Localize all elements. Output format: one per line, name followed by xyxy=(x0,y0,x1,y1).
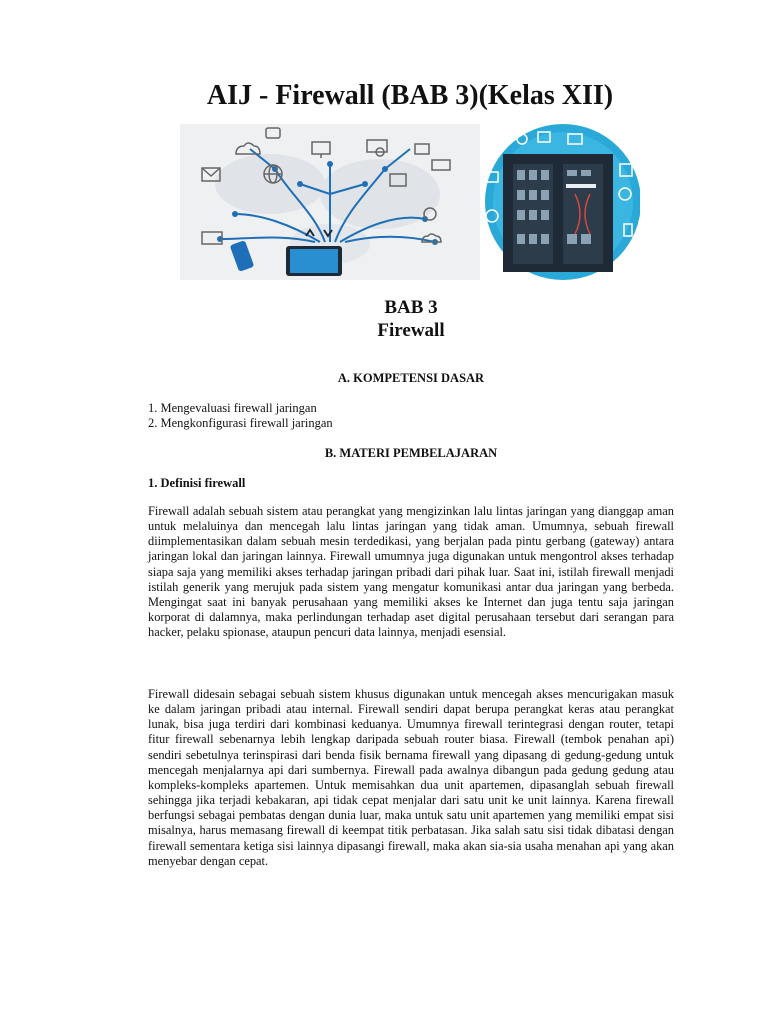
subsection-heading: 1. Definisi firewall xyxy=(148,476,246,490)
list-item: 2. Mengkonfigurasi firewall jaringan xyxy=(148,416,333,430)
section-b-heading: B. MATERI PEMBELAJARAN xyxy=(324,446,498,460)
chapter-title: Firewall xyxy=(377,320,445,341)
network-illustration xyxy=(180,124,640,280)
section-a-heading: A. KOMPETENSI DASAR xyxy=(337,371,485,385)
paragraph: Firewall didesain sebagai sebuah sistem khusus digunakan untuk mencegah akses mencurigakan masuk ke dalam jaringan pribadi atau internal. Firewall sendiri dapat berupa perangkat keras atau perangkat lunak, bisa juga terdiri dari kombinasi keduanya. Umumnya firewall terintegrasi dengan router, tetapi fitur firewall sebenarnya lebih lengkap daripada sebuah router biasa. Firewall (tembok penahan api) sendiri sebetulnya terinspirasi dari benda fisik bernama firewall yang dipasang di gedung-gedung untuk mencegah menjalarnya api dari sumbernya. Firewall pada awalnya dibangun pada gedung gedung atau kompleks-kompleks apartemen. Untuk memisahkan dua unit apartemen, dipasanglah sebuah firewall sehingga jika terjadi kebakaran, api tidak cepat menjalar dari satu unit ke unit lainnya. Karena firewall berfungsi sebagai pembatas dengan dunia luar, maka untuk satu unit apartemen yang memiliki empat sisi misalnya, harus memasang firewall di keempat titik perbatasan. Jika salah satu sisi tidak dibatasi dengan firewall sementara ketiga sisi lainnya dipasangi firewall, maka akan sia-sia usaha menahan api yang akan menyebar dengan cepat. xyxy=(148,687,674,868)
server-rack-icon xyxy=(503,154,613,272)
list-item: 1. Mengevaluasi firewall jaringan xyxy=(148,401,317,415)
paragraph: Firewall adalah sebuah sistem atau perangkat yang mengizinkan lalu lintas jaringan yang dianggap aman untuk melaluinya dan mencegah lalu lintas jaringan yang tidak aman. Umumnya, sebuah firewall diimplementasikan dalam sebuah mesin terdedikasi, yang berjalan pada pintu gerbang (gateway) antara jaringan lokal dan jaringan lainnya. Firewall umumnya juga digunakan untuk mengontrol akses terhadap siapa saja yang memiliki akses terhadap jaringan pribadi dari pihak luar. Saat ini, istilah firewall menjadi istilah generik yang merujuk pada sistem yang mengatur komunikasi antar dua jaringan yang berbeda. Mengingat saat ini banyak perusahaan yang memiliki akses ke Internet dan juga tentu saja jaringan korporat di dalamnya, maka perlindungan terhadap aset digital perusahaan tersebut dari serangan para hacker, pelaku spionase, ataupun pencuri data lainnya, menjadi esensial. xyxy=(148,504,674,640)
document-title: AIJ - Firewall (BAB 3)(Kelas XII) xyxy=(206,80,614,111)
tablet-icon xyxy=(286,246,342,276)
chapter-heading xyxy=(0,296,768,342)
competency-list xyxy=(148,401,333,431)
chapter-number: BAB 3 xyxy=(384,297,438,318)
